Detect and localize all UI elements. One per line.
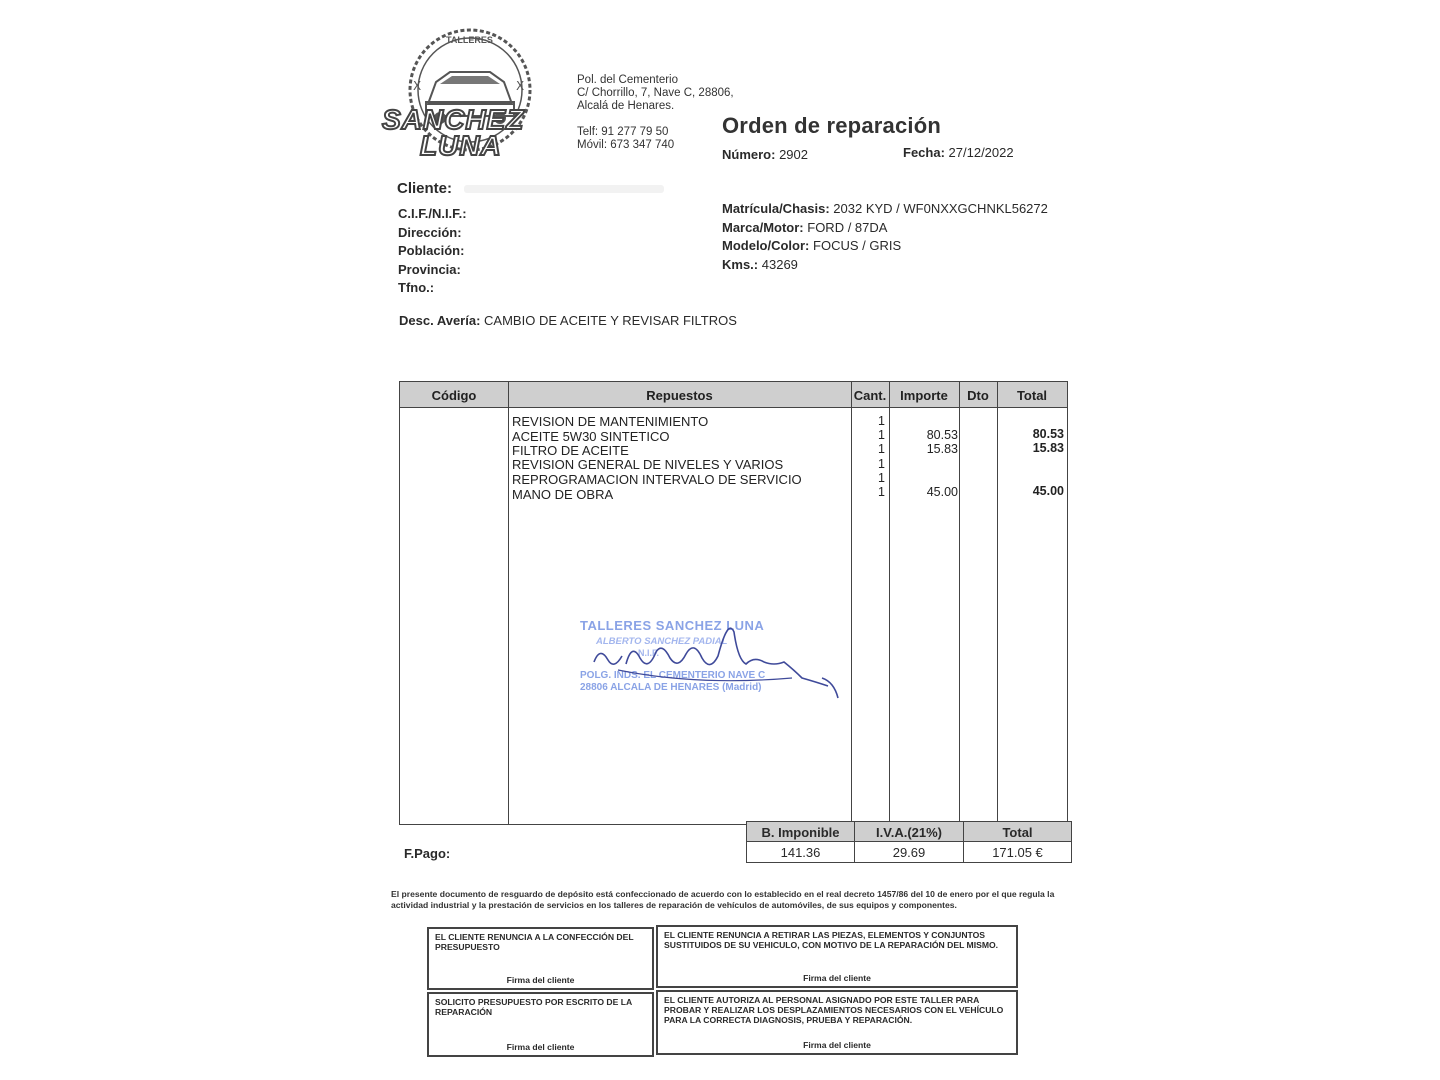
consent-box-no-budget: [427, 927, 654, 990]
header-total: Total: [1016, 388, 1048, 403]
marca-value: FORD / 87DA: [807, 219, 888, 235]
consent-text: EL CLIENTE AUTORIZA AL PERSONAL ASIGNADO POR ESTE TALLER PARA PROBAR Y REALIZAR LOS DESPLAZAMIENTOS NECESARIOS CON EL VEHÍCULO PARA LA CORRECTA DIAGNOSIS, PRUEBA Y REPARACIÓN.: [664, 995, 1004, 1025]
averia-value: CAMBIO DE ACEITE Y REVISAR FILTROS: [484, 313, 737, 328]
fecha-value: 27/12/2022: [948, 145, 1014, 160]
kms-label: Kms.:: [722, 256, 759, 272]
logo-name-line1: SANCHEZ: [382, 104, 525, 135]
row-cant: 1: [878, 485, 885, 499]
signature: [578, 612, 848, 707]
row-cant: 1: [878, 457, 885, 471]
stamp-line: POLG. INDS. EL CEMENTERIO NAVE C: [580, 670, 766, 681]
logo-top-text: TALLERES: [446, 35, 493, 45]
stamp-line: TALLERES SANCHEZ LUNA: [580, 618, 765, 633]
iva-label: I.V.A.(21%): [876, 825, 942, 840]
company-logo: [378, 24, 564, 174]
row-cant: 1: [878, 471, 885, 485]
row-importe: 80.53: [926, 428, 958, 442]
column-divider: [851, 382, 852, 824]
iva-value: 29.69: [892, 845, 926, 860]
table-header: [400, 382, 1067, 408]
marca-label: Marca/Motor:: [722, 219, 804, 235]
consent-text: EL CLIENTE RENUNCIA A LA CONFECCIÓN DEL PRESUPUESTO: [435, 932, 634, 952]
address-line: Pol. del Cementerio: [577, 74, 678, 86]
row-desc: REVISION GENERAL DE NIVELES Y VARIOS: [512, 457, 784, 472]
stamp-line: N.I.F.: [638, 648, 660, 658]
row-desc: REPROGRAMACION INTERVALO DE SERVICIO: [512, 472, 802, 487]
averia-label: Desc. Avería:: [399, 313, 481, 328]
consent-text: SOLICITO PRESUPUESTO POR ESCRITO DE LA REPARACIÓN: [435, 997, 632, 1017]
header-cant: Cant.: [853, 388, 887, 403]
address-line: Alcalá de Henares.: [577, 100, 675, 112]
consent-text: EL CLIENTE RENUNCIA A RETIRAR LAS PIEZAS, ELEMENTOS Y CONJUNTOS SUSTITUIDOS DE SU VEHICULO, CON MOTIVO DE LA REPARACIÓN DEL MISMO.: [664, 930, 999, 950]
column-divider: [508, 382, 509, 824]
consent-box-request-budget: [427, 992, 654, 1057]
document-date: [903, 145, 1014, 160]
base-label: B. Imponible: [761, 825, 840, 840]
payment-method-label: F.Pago:: [404, 846, 451, 861]
row-total: 45.00: [1032, 484, 1064, 498]
header-dto: Dto: [967, 388, 989, 403]
numero-value: 2902: [779, 147, 808, 162]
stamp-line: ALBERTO SANCHEZ PADIAL: [596, 636, 728, 647]
row-desc: FILTRO DE ACEITE: [512, 443, 629, 458]
provincia-label: Provincia:: [398, 261, 461, 277]
row-total: 15.83: [1032, 441, 1064, 455]
row-desc: MANO DE OBRA: [512, 487, 614, 502]
legal-notice: El presente documento de resguardo de depósito está confeccionado de acuerdo con lo establecido en el real decreto 1457/86 del 10 de enero por el que regula la actividad industrial y la prestación de servicios en los talleres de reparación de vehículos de automóviles, de sus equipos y componentes.: [391, 889, 1055, 910]
matricula-value: 2032 KYD / WF0NXXGCHNKL56272: [833, 201, 1048, 216]
header-repuestos: Repuestos: [646, 388, 713, 403]
svg-text:X: X: [516, 79, 525, 93]
client-fields: [398, 205, 467, 298]
total-label: Total: [1002, 825, 1033, 840]
row-importe: 15.83: [926, 442, 958, 456]
company-movil: Móvil: 673 347 740: [577, 139, 675, 151]
signature-label: Firma del cliente: [506, 1042, 575, 1052]
numero-label: Número:: [722, 147, 776, 162]
logo-name-line2: LUNA: [420, 130, 502, 161]
modelo-label: Modelo/Color:: [722, 238, 810, 253]
address-line: C/ Chorrillo, 7, Nave C, 28806,: [577, 87, 734, 99]
cliente-label: Cliente:: [397, 180, 453, 197]
cif-label: C.I.F./N.I.F.:: [398, 206, 467, 221]
signature-label: Firma del cliente: [803, 1040, 871, 1050]
base-value: 141.36: [780, 845, 821, 860]
total-value: 171.05 €: [992, 845, 1043, 860]
row-desc: REVISION DE MANTENIMIENTO: [512, 414, 709, 429]
company-phones: [577, 126, 674, 152]
column-divider: [997, 382, 998, 824]
column-divider: [959, 382, 960, 824]
consent-box-testing: [656, 990, 1018, 1055]
direccion-label: Dirección:: [398, 224, 462, 240]
modelo-value: FOCUS / GRIS: [813, 238, 902, 253]
row-cant: 1: [878, 428, 885, 442]
fecha-label: Fecha:: [903, 145, 945, 160]
company-address: [577, 74, 734, 113]
row-cant: 1: [878, 414, 885, 428]
signature-label: Firma del cliente: [506, 975, 575, 985]
company-telf: Telf: 91 277 79 50: [577, 126, 669, 138]
document-title: Orden de reparación: [722, 113, 941, 138]
header-importe: Importe: [900, 388, 948, 403]
redacted-field: [464, 185, 664, 193]
poblacion-label: Población:: [398, 243, 465, 258]
tfno-label: Tfno.:: [398, 280, 435, 295]
signature-label: Firma del cliente: [803, 973, 871, 983]
svg-text:X: X: [413, 79, 422, 93]
kms-value: 43269: [761, 256, 798, 272]
vehicle-fields: [722, 200, 1048, 274]
fault-description: [399, 313, 737, 328]
header-codigo: Código: [431, 388, 477, 403]
document-number: [722, 147, 808, 162]
row-desc: ACEITE 5W30 SINTETICO: [512, 429, 670, 444]
row-total: 80.53: [1032, 427, 1064, 441]
stamp-line: 28806 ALCALA DE HENARES (Madrid): [580, 682, 762, 693]
totals-table: [746, 821, 1072, 863]
client-label: [397, 180, 664, 197]
matricula-label: Matrícula/Chasis:: [722, 201, 830, 216]
company-stamp: [578, 612, 848, 707]
parts-table: [399, 381, 1068, 825]
row-importe: 45.00: [926, 485, 958, 499]
row-cant: 1: [878, 442, 885, 456]
consent-box-parts: [656, 925, 1018, 988]
